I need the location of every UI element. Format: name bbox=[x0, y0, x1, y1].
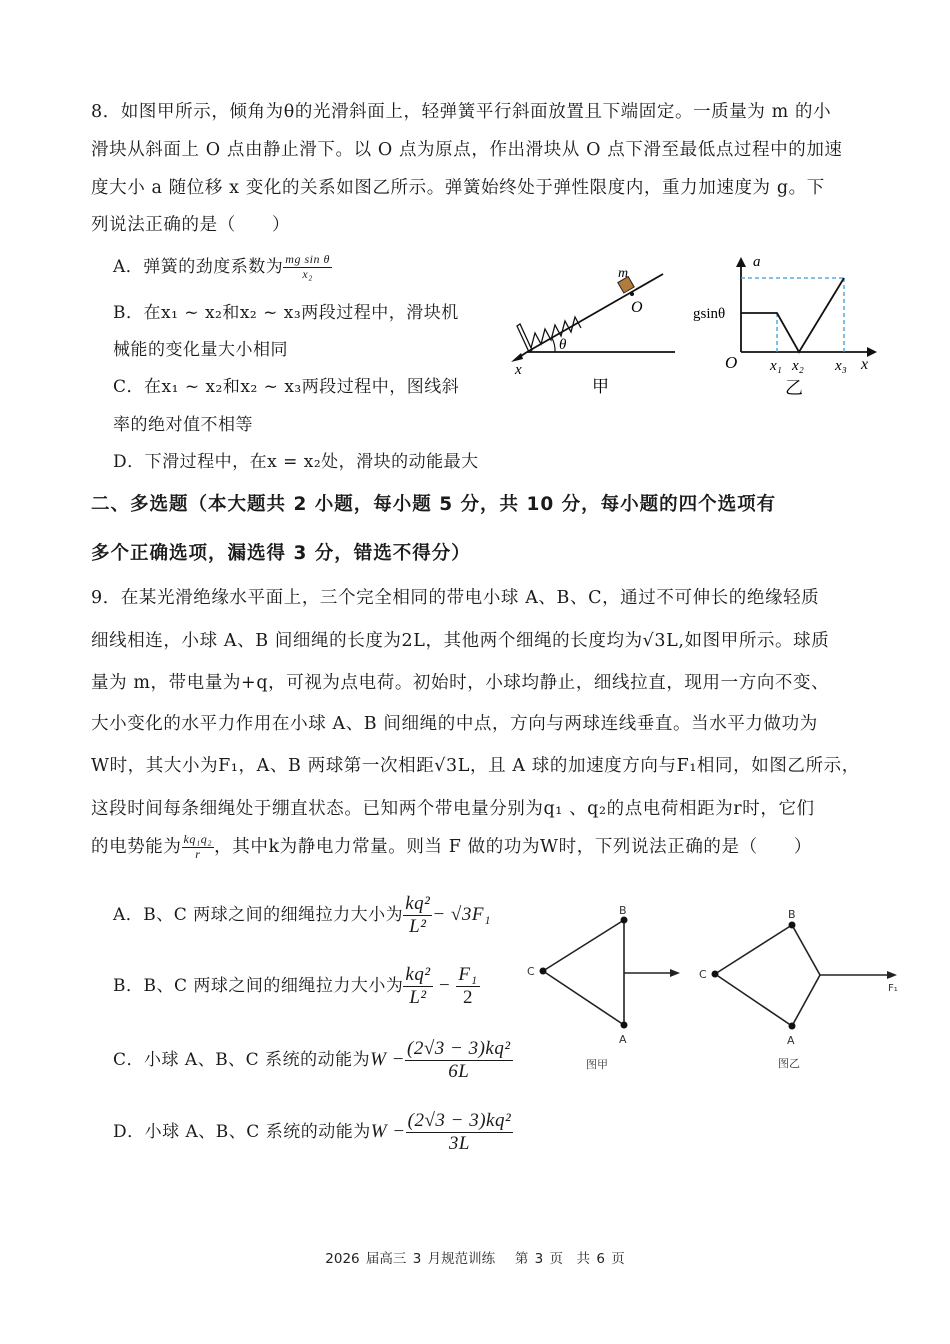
q8-option-a-fraction bbox=[283, 253, 332, 282]
q8-option-c-line-2: 率的绝对值不相等 bbox=[113, 415, 253, 435]
section-2-heading-line-2: 多个正确选项，漏选得 3 分，错选不得分） bbox=[91, 543, 471, 564]
page-footer: 2026 届高三 3 月规范训练 第 3 页 共 6 页 bbox=[325, 1251, 625, 1267]
figure-caption: 甲 bbox=[592, 377, 609, 397]
y-tick-label: gsinθ bbox=[693, 306, 726, 322]
q8-option-a-text: A．弹簧的劲度系数为 bbox=[113, 257, 284, 277]
x-tick-1: x₁ bbox=[770, 358, 782, 374]
fraction-numerator: mg sin θ bbox=[285, 252, 330, 267]
q8-option-b-line-2: 械能的变化量大小相同 bbox=[113, 340, 288, 360]
q8-stem-line-1: 8．如图甲所示，倾角为θ的光滑斜面上，轻弹簧平行斜面放置且下端固定。一质量为 m 的小 bbox=[91, 102, 832, 122]
option-text: C．小球 A、B、C 系统的动能为 bbox=[113, 1049, 371, 1070]
option-d-fraction bbox=[406, 1110, 514, 1155]
text: 的电势能为 bbox=[91, 837, 182, 857]
q8-option-c-line-1: C．在x₁ ~ x₂和x₂ ~ x₃两段过程中，图线斜 bbox=[113, 377, 460, 397]
section-2-heading-line-1: 二、多选题（本大题共 2 小题，每小题 5 分，共 10 分，每小题的四个选项有 bbox=[91, 494, 777, 515]
q8-stem-line-2: 滑块从斜面上 O 点由静止滑下。以 O 点为原点，作出滑块从 O 点下滑至最低点过程中的加速 bbox=[91, 140, 843, 160]
fraction-numerator: F₁ bbox=[458, 964, 478, 985]
x-axis-label: x bbox=[515, 362, 522, 378]
angle-label: θ bbox=[559, 337, 567, 353]
fraction-denominator: 3L bbox=[448, 1132, 470, 1154]
q8-figure-yi-graph bbox=[685, 250, 885, 400]
text: ，其中k为静电力常量。则当 F 做的功为W时，下列说法正确的是（ ） bbox=[214, 837, 813, 857]
option-text: B．B、C 两球之间的细绳拉力大小为 bbox=[113, 975, 404, 996]
fraction-denominator: L² bbox=[409, 915, 427, 937]
q8-option-d: D．下滑过程中，在x = x₂处，滑块的动能最大 bbox=[113, 452, 479, 472]
point-b-label: B bbox=[619, 904, 627, 917]
option-b-tail-fraction bbox=[456, 964, 479, 1009]
point-b-label: B bbox=[788, 908, 796, 921]
figure-caption: 乙 bbox=[785, 378, 803, 399]
q9-figure-jia-triangle bbox=[520, 895, 700, 1080]
q9-stem-line-4: 大小变化的水平力作用在小球 A、B 间细绳的中点，方向与两球连线垂直。当水平力做功为 bbox=[91, 714, 818, 734]
point-c-label: C bbox=[699, 968, 707, 981]
x-tick-3: x₃ bbox=[835, 358, 847, 374]
fraction-numerator: kq₁q₂ bbox=[183, 832, 213, 847]
q9-stem-line-5: W时，其大小为F₁，A、B 两球第一次相距√3L，且 A 球的加速度方向与F₁相同，如图乙所示， bbox=[91, 756, 860, 776]
option-c-fraction bbox=[405, 1038, 513, 1083]
q9-stem-line-7 bbox=[91, 833, 812, 862]
point-a-label: A bbox=[787, 1034, 795, 1047]
fraction-denominator: L² bbox=[409, 986, 427, 1008]
origin-label: O bbox=[631, 299, 643, 316]
mass-label: m bbox=[618, 266, 629, 281]
force-label: F₁ bbox=[888, 983, 898, 994]
q9-option-a bbox=[113, 893, 491, 938]
q9-option-c bbox=[113, 1038, 513, 1083]
origin-label: O bbox=[725, 353, 738, 372]
fraction-denominator: 6L bbox=[448, 1060, 470, 1082]
q9-stem-line-2: 细线相连，小球 A、B 间细绳的长度为2L，其他两个细绳的长度均为√3L,如图甲所示。球质 bbox=[91, 631, 830, 651]
q9-option-d bbox=[113, 1110, 513, 1155]
option-d-lead: W − bbox=[370, 1120, 406, 1142]
fraction-numerator: (2√3 − 3)kq² bbox=[407, 1038, 511, 1059]
option-a-fraction bbox=[403, 893, 432, 938]
figure-caption: 图乙 bbox=[778, 1057, 800, 1070]
q8-figure-jia-incline bbox=[505, 250, 685, 400]
x-tick-2: x₂ bbox=[792, 358, 804, 374]
q8-option-a bbox=[113, 252, 332, 282]
figure-caption: 图甲 bbox=[586, 1058, 608, 1071]
option-a-tail: − √3F₁ bbox=[432, 903, 492, 925]
point-c-label: C bbox=[527, 965, 535, 978]
q9-stem-line-3: 量为 m，带电量为+q，可视为点电荷。初始时，小球均静止，细线拉直，现用一方向不变、 bbox=[91, 673, 830, 693]
point-a-label: A bbox=[619, 1033, 627, 1046]
x-axis-label: x bbox=[861, 356, 869, 373]
q8-stem-line-3: 度大小 a 随位移 x 变化的关系如图乙所示。弹簧始终处于弹性限度内，重力加速度为 g。下 bbox=[91, 178, 825, 198]
q9-stem-line-6: 这段时间每条细绳处于绷直状态。已知两个带电量分别为q₁ 、q₂的点电荷相距为r时，它们 bbox=[91, 799, 815, 819]
option-b-fraction bbox=[403, 964, 432, 1009]
fraction-numerator: (2√3 − 3)kq² bbox=[407, 1110, 512, 1131]
fraction-numerator: kq² bbox=[405, 964, 431, 985]
q9-stem-line-1: 9．在某光滑绝缘水平面上，三个完全相同的带电小球 A、B、C，通过不可伸长的绝缘轻质 bbox=[91, 588, 820, 608]
q8-option-b-line-1: B．在x₁ ~ x₂和x₂ ~ x₃两段过程中，滑块机 bbox=[113, 303, 459, 323]
fraction-numerator: kq² bbox=[405, 893, 431, 914]
q9-figure-yi-kite bbox=[695, 895, 915, 1080]
option-text: A．B、C 两球之间的细绳拉力大小为 bbox=[113, 904, 404, 925]
fraction-denominator: 2 bbox=[462, 986, 473, 1008]
option-c-lead: W − bbox=[370, 1048, 405, 1070]
fraction-denominator: x₂ bbox=[302, 267, 313, 281]
potential-energy-fraction bbox=[182, 833, 215, 862]
option-text: D．小球 A、B、C 系统的动能为 bbox=[113, 1121, 371, 1142]
fraction-denominator: r bbox=[195, 847, 201, 861]
q8-stem-line-4: 列说法正确的是（ ） bbox=[91, 215, 291, 235]
y-axis-label: a bbox=[753, 254, 761, 270]
q9-option-b: B．B、C 两球之间的细绳拉力大小为 $\frac{\text{kq²}}{\text{L²}}$ − $\frac{\text{F₁}}{2}$ bbox=[113, 964, 478, 1008]
